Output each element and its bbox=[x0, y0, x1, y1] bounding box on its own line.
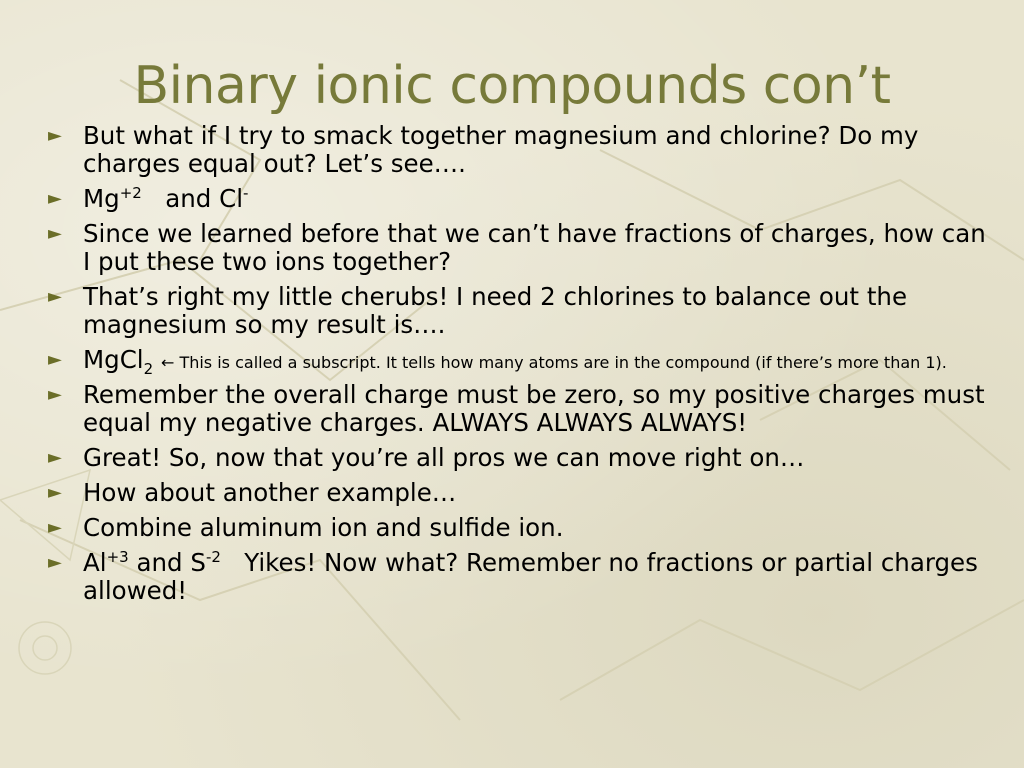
bullet-text: How about another example… bbox=[83, 478, 457, 507]
ion-charge: +3 bbox=[106, 548, 129, 566]
bullet-arrow-icon: ► bbox=[48, 517, 62, 538]
bullet-list bbox=[48, 122, 988, 612]
bullet-arrow-icon: ► bbox=[48, 447, 62, 468]
bullet-arrow-icon: ► bbox=[48, 552, 62, 573]
bullet-text: That’s right my little cherubs! I need 2 chlorines to balance out the magnesium so my result is…. bbox=[83, 282, 908, 339]
bullet-text: Yikes! Now what? Remember no fractions or partial charges allowed! bbox=[83, 548, 978, 605]
subscript-note: ← This is called a subscript. It tells how many atoms are in the compound (if there’s more than 1). bbox=[160, 353, 947, 372]
bullet-text: and Cl bbox=[165, 184, 243, 213]
subscript: 2 bbox=[143, 360, 154, 378]
bullet-arrow-icon: ► bbox=[48, 286, 62, 307]
bullet-item bbox=[48, 444, 988, 472]
bullet-item bbox=[48, 185, 988, 213]
bullet-item bbox=[48, 345, 988, 378]
bullet-arrow-icon: ► bbox=[48, 349, 62, 370]
bullet-text: Since we learned before that we can’t have fractions of charges, how can I put these two ions together? bbox=[83, 219, 986, 276]
bullet-text: Combine aluminum ion and sulfide ion. bbox=[83, 513, 564, 542]
bullet-item bbox=[48, 549, 988, 605]
bullet-item bbox=[48, 479, 988, 507]
bullet-item bbox=[48, 122, 988, 178]
bullet-item bbox=[48, 220, 988, 276]
ion-charge: - bbox=[243, 184, 249, 202]
bullet-arrow-icon: ► bbox=[48, 482, 62, 503]
ion-charge: +2 bbox=[119, 184, 142, 202]
bullet-text: Remember the overall charge must be zero, so my positive charges must equal my negative charges. ALWAYS ALWAYS ALWAYS! bbox=[83, 380, 985, 437]
bullet-text: Great! So, now that you’re all pros we can move right on… bbox=[83, 443, 805, 472]
bullet-item bbox=[48, 381, 988, 437]
bullet-item bbox=[48, 283, 988, 339]
bullet-arrow-icon: ► bbox=[48, 223, 62, 244]
bullet-text: But what if I try to smack together magnesium and chlorine? Do my charges equal out? Let’s see…. bbox=[83, 121, 919, 178]
bullet-arrow-icon: ► bbox=[48, 384, 62, 405]
bullet-text: and S bbox=[136, 548, 206, 577]
ion-charge: -2 bbox=[205, 548, 221, 566]
ion-symbol: Mg bbox=[83, 184, 120, 213]
bullet-arrow-icon: ► bbox=[48, 125, 62, 146]
slide-title: Binary ionic compounds con’t bbox=[133, 56, 891, 116]
bullet-item bbox=[48, 514, 988, 542]
bullet-arrow-icon: ► bbox=[48, 188, 62, 209]
formula: MgCl bbox=[83, 345, 144, 374]
ion-symbol: Al bbox=[83, 548, 107, 577]
